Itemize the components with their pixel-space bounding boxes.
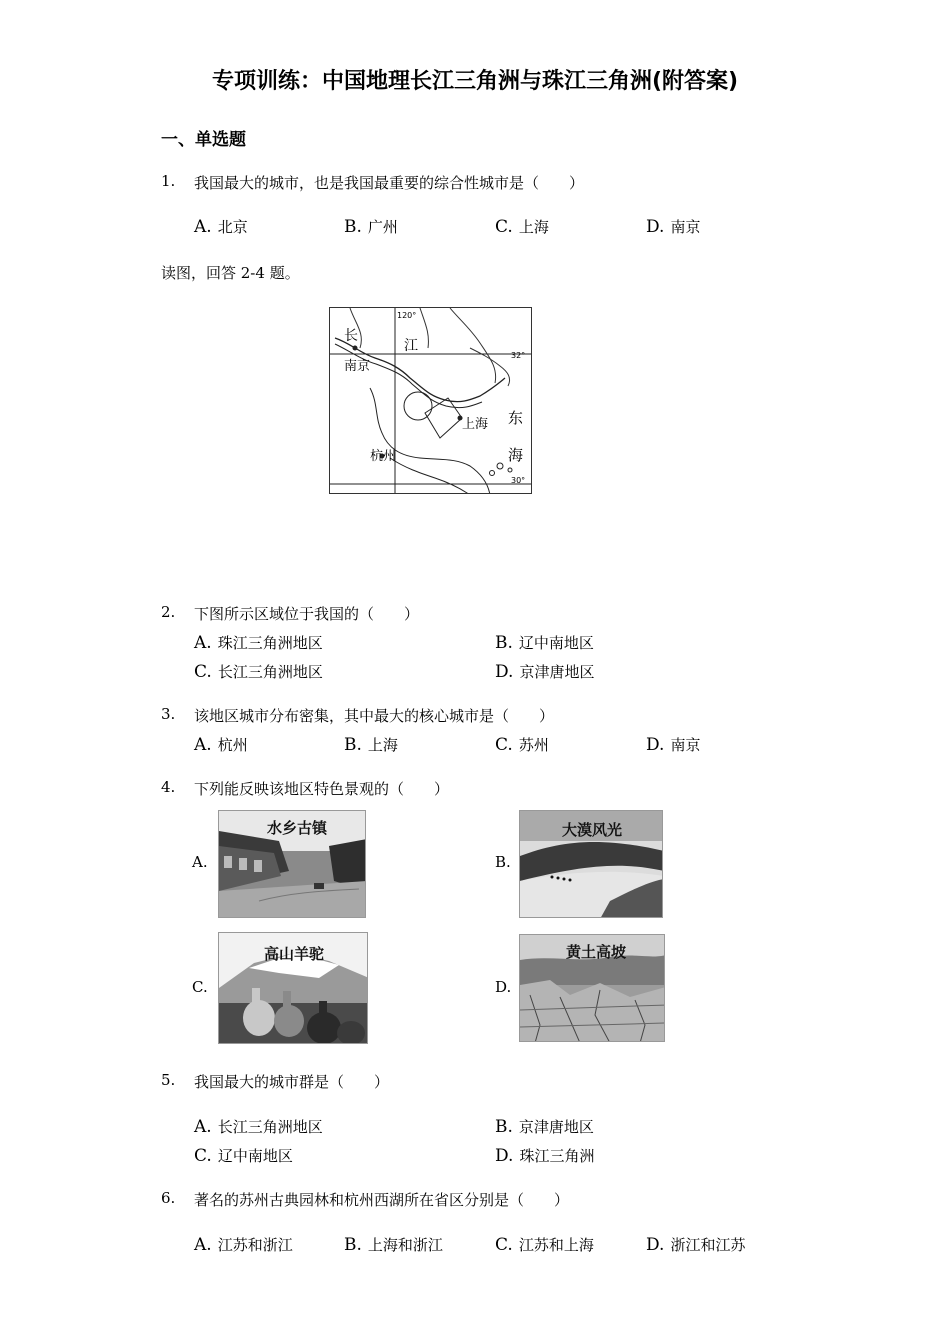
page-title: 专项训练：中国地理长江三角洲与珠江三角洲(附答案) [211,69,739,94]
option-letter: D. [495,662,514,682]
option-text: 长江三角洲地区 [217,1118,323,1136]
option-c-caption: 高山羊驼 [264,945,325,963]
option-text: 上海 [518,218,549,236]
option-letter: D. [495,1146,514,1166]
question-4-number: 4. [161,778,176,796]
option-letter: B. [344,735,362,755]
option-text: 苏州 [518,736,549,754]
option-text: 杭州 [217,736,248,754]
question-1-option-a[interactable] [194,216,248,237]
question-5-option-a[interactable] [194,1116,323,1137]
question-1-option-c[interactable] [495,216,549,237]
option-letter: D. [646,217,665,237]
option-letter: A. [194,1117,212,1137]
question-4-option-a-letter[interactable]: A. [192,853,208,871]
question-4-option-c-image[interactable] [218,932,368,1044]
question-4-option-d-letter[interactable]: D. [495,978,512,996]
question-4-option-b-letter[interactable]: B. [495,853,511,871]
section-heading: 一、单选题 [161,130,246,150]
option-letter: B. [495,633,513,653]
map-label-chang: 长 [344,328,358,344]
option-letter: A. [194,1235,212,1255]
option-text: 上海和浙江 [367,1236,443,1254]
option-letter: C. [495,735,513,755]
option-text: 北京 [217,218,248,236]
map-label-jiang: 江 [404,338,418,354]
question-3-option-d[interactable] [646,734,700,755]
option-text: 南京 [670,736,701,754]
option-a-caption: 水乡古镇 [267,819,328,837]
question-2-option-b[interactable] [495,632,594,653]
question-2-number: 2. [161,603,176,621]
option-letter: C. [495,1235,513,1255]
question-4-option-c-letter[interactable]: C. [192,978,208,996]
option-text: 长江三角洲地区 [217,663,323,681]
question-3-text: 该地区城市分布密集，其中最大的核心城市是（ ） [194,707,555,725]
question-2-option-c[interactable] [194,661,323,682]
question-2-option-a[interactable] [194,632,323,653]
question-4-text: 下列能反映该地区特色景观的（ ） [194,780,450,798]
question-5-option-c[interactable] [194,1145,293,1166]
option-letter: D. [646,735,665,755]
map-label-lat30: 30° [511,476,526,485]
question-4-option-a-image[interactable] [218,810,366,918]
yangtze-delta-map [329,307,532,494]
option-b-caption: 大漠风光 [562,821,623,839]
question-6-option-b[interactable] [344,1234,443,1255]
option-text: 江苏和浙江 [217,1236,293,1254]
question-2-text: 下图所示区域位于我国的（ ） [194,605,420,623]
option-letter: B. [495,1117,513,1137]
question-3-option-b[interactable] [344,734,398,755]
map-drawing [330,308,532,494]
option-letter: B. [344,217,362,237]
question-5-option-b[interactable] [495,1116,594,1137]
option-text: 辽中南地区 [518,634,594,652]
question-6-option-a[interactable] [194,1234,293,1255]
option-letter: C. [194,662,212,682]
option-letter: B. [344,1235,362,1255]
option-letter: A. [194,735,212,755]
question-6-number: 6. [161,1189,176,1207]
option-text: 浙江和江苏 [670,1236,746,1254]
map-label-nanjing: 南京 [344,359,371,374]
map-label-hai: 海 [508,446,524,464]
question-1-option-d[interactable] [646,216,700,237]
option-letter: C. [495,217,513,237]
question-4-option-b-image[interactable] [519,810,663,918]
reading-intro: 读图，回答 2-4 题。 [161,264,300,282]
option-text: 京津唐地区 [518,1118,594,1136]
question-1-number: 1. [161,172,176,190]
question-3-option-c[interactable] [495,734,549,755]
option-letter: A. [194,217,212,237]
question-3-option-a[interactable] [194,734,248,755]
option-text: 珠江三角洲 [519,1147,595,1165]
option-text: 辽中南地区 [217,1147,293,1165]
map-label-lon120: 120° [397,311,417,320]
option-d-caption: 黄土高坡 [566,943,627,961]
option-letter: A. [194,633,212,653]
option-text: 京津唐地区 [519,663,595,681]
option-text: 珠江三角洲地区 [217,634,323,652]
question-5-text: 我国最大的城市群是（ ） [194,1073,390,1091]
map-label-lat32: 32° [511,351,526,360]
question-6-text: 著名的苏州古典园林和杭州西湖所在省区分别是（ ） [194,1191,570,1209]
question-3-number: 3. [161,705,176,723]
map-label-shanghai: 上海 [462,417,489,432]
option-text: 江苏和上海 [518,1236,594,1254]
question-2-option-d[interactable] [495,661,594,682]
question-4-option-d-image[interactable] [519,934,665,1042]
question-1-option-b[interactable] [344,216,398,237]
question-5-option-d[interactable] [495,1145,594,1166]
option-text: 广州 [367,218,398,236]
map-label-dong: 东 [508,409,524,427]
question-6-option-d[interactable] [646,1234,745,1255]
option-letter: C. [194,1146,212,1166]
option-letter: D. [646,1235,665,1255]
question-6-option-c[interactable] [495,1234,594,1255]
question-5-number: 5. [161,1071,176,1089]
option-text: 南京 [670,218,701,236]
question-1-text: 我国最大的城市，也是我国最重要的综合性城市是（ ） [194,174,585,192]
option-text: 上海 [367,736,398,754]
map-label-hangzhou: 杭州 [370,449,397,464]
